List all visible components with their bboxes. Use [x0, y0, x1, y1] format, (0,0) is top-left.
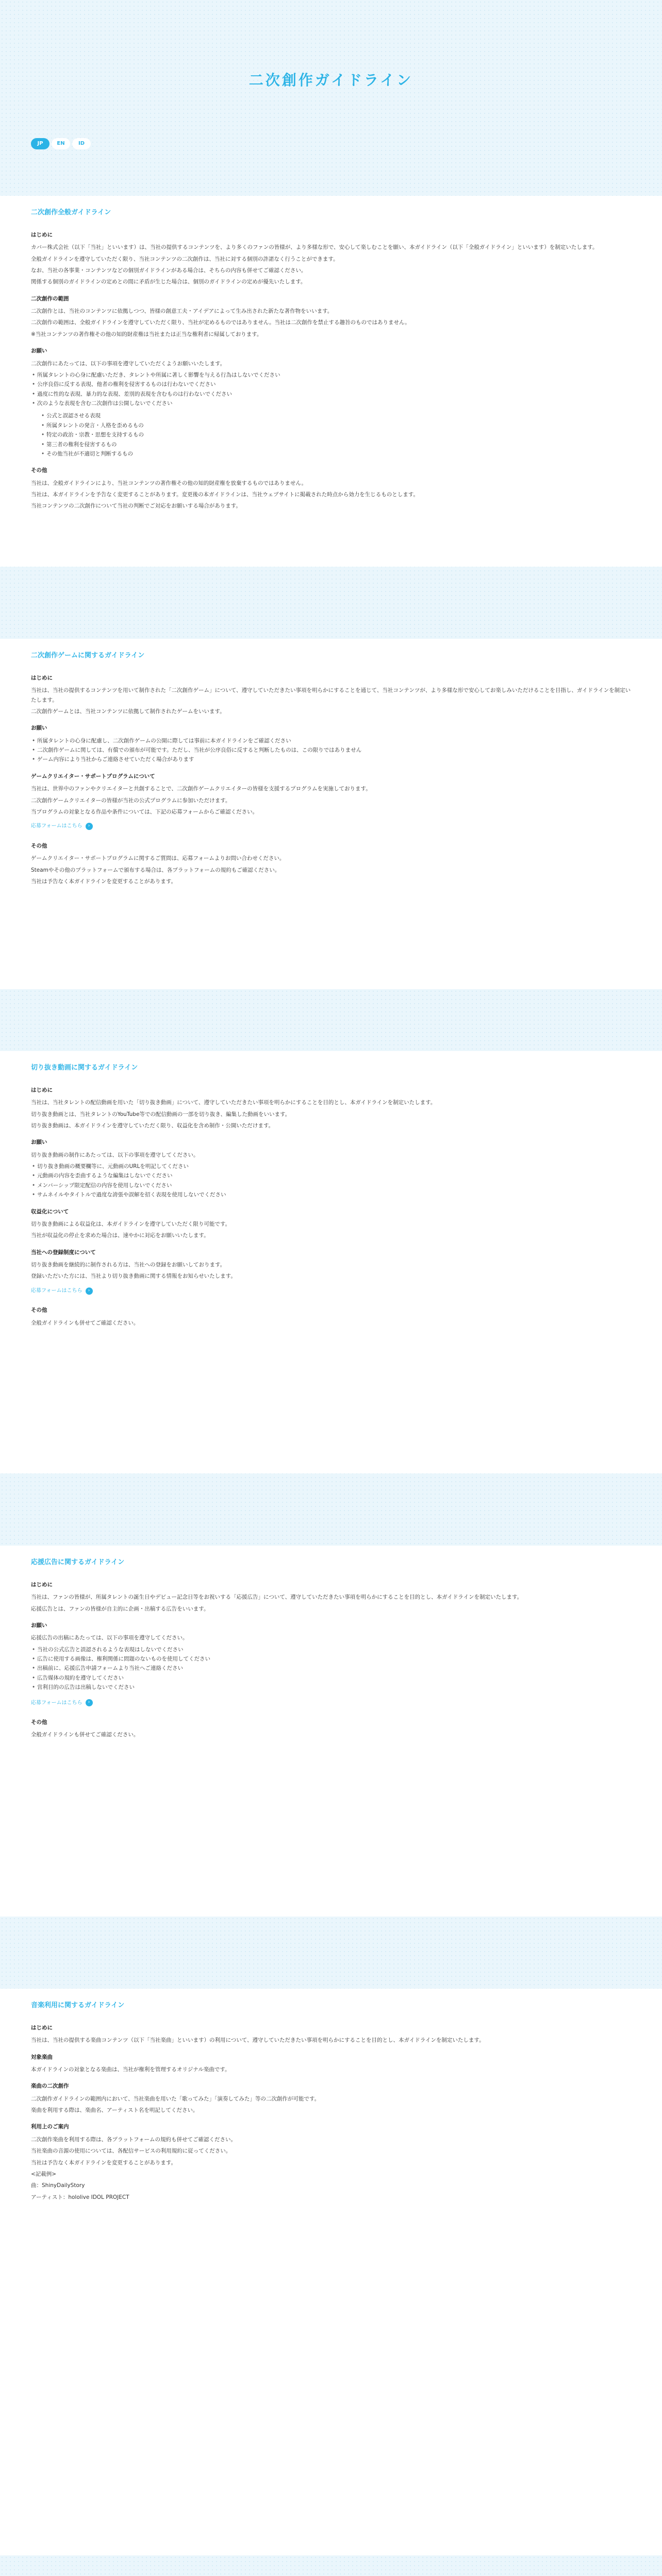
list-item: • 所属タレントの心身に配慮いただき、タレントや所属に著しく影響を与える行為はしないでください	[31, 370, 631, 380]
list-item-group	[31, 1162, 631, 1200]
paragraph: 当社が収益化の停止を求めた場合は、速やかに対応をお願いいたします。	[31, 1232, 209, 1239]
paragraph: 当社は、当社の提供するコンテンツを用いて制作された「二次創作ゲーム」について、遵守していただきたい事項を明らかにすることを通じて、当社コンテンツが、より多様な形で安心してお楽しみいただけることを目指し、ガイドラインを制定いたします。	[31, 687, 631, 703]
paragraph: 切り抜き動画は、本ガイドラインを遵守していただく限り、収益化を含め制作・公開いただけます。	[31, 1122, 274, 1129]
apply-form-link[interactable]	[31, 1286, 93, 1296]
list-item: • 特定の政治・宗教・思想を支持するもの	[31, 430, 631, 439]
list-item-group	[31, 370, 631, 409]
paragraph: 応援広告の出稿にあたっては、以下の事項を遵守してください。	[31, 1635, 188, 1641]
apply-form-link[interactable]	[31, 1699, 93, 1708]
paragraph: 当社は、世界中のファンやクリエイターと共創することで、二次創作ゲームクリエイターの皆様を支援するプログラムを実施しております。	[31, 786, 371, 792]
paragraph-group	[31, 1318, 631, 1328]
heading-intro: はじめに	[31, 1581, 53, 1588]
credit-line: アーティスト：hololive IDOL PROJECT	[31, 2194, 129, 2200]
heading-apply: 当社への登録制度について	[31, 1249, 96, 1256]
paragraph: 全般ガイドラインを遵守していただく限り、当社コンテンツの二次創作は、当社に対する個別の許諾なく行うことができます。	[31, 256, 339, 262]
heading-request: お願い	[31, 348, 47, 354]
heading-other: その他	[31, 467, 47, 474]
heading-request: お願い	[31, 725, 47, 732]
list-item: • 二次創作ゲームに関しては、有償での頒布が可能です。ただし、当社が公序良俗に反すると判断したものは、この限りではありません	[31, 745, 631, 755]
lang-id-button[interactable]: ID	[72, 138, 91, 149]
heading-scope: 二次創作の範囲	[31, 295, 69, 302]
list-item: • ゲーム内容により当社からご連絡させていただく場合があります	[31, 755, 631, 764]
heading-intro: はじめに	[31, 231, 53, 238]
heading-intro: はじめに	[31, 1087, 53, 1093]
heading-revenue: 収益化について	[31, 1208, 69, 1215]
list-item: • 所属タレントの心身に配慮し、二次創作ゲームの公開に際しては事前に本ガイドラインをご確認ください	[31, 736, 631, 745]
arrow-right-icon: ›	[86, 1287, 93, 1295]
paragraph: 楽曲を利用する際は、楽曲名、アーティスト名を明記してください。	[31, 2107, 198, 2113]
paragraph-group	[31, 686, 631, 716]
language-switcher	[31, 138, 91, 149]
link-label: 応募フォームはこちら	[31, 1700, 82, 1706]
heading-other: その他	[31, 842, 47, 849]
section-title: 二次創作全般ガイドライン	[31, 209, 111, 216]
list-item: • 公式と誤認させる表現	[31, 411, 631, 420]
paragraph-group	[31, 307, 631, 339]
paragraph: ゲームクリエイター・サポートプログラムに関するご質問は、応募フォームよりお問い合わせください。	[31, 855, 285, 862]
list-item: • 公序良俗に反する表現、他者の権利を侵害するものは行わないでください	[31, 380, 631, 389]
arrow-right-icon: ›	[86, 1699, 93, 1706]
paragraph: 二次創作にあたっては、以下の事項を遵守していただくようお願いいたします。	[31, 360, 226, 367]
section-title: 切り抜き動画に関するガイドライン	[31, 1064, 138, 1072]
list-item: • 切り抜き動画の概要欄等に、元動画のURLを明記してください	[31, 1162, 631, 1171]
section-general	[0, 196, 662, 567]
list-item: • 広告に使用する画像は、権利関係に問題のないものを使用してください	[31, 1654, 631, 1664]
list-item-group	[31, 736, 631, 765]
heading-program: ゲームクリエイター・サポートプログラムについて	[31, 773, 155, 779]
link-label: 応募フォームはこちら	[31, 823, 82, 829]
paragraph-group	[31, 479, 631, 511]
paragraph: 切り抜き動画による収益化は、本ガイドラインを遵守していただく限り可能です。	[31, 1221, 231, 1227]
paragraph-group	[31, 784, 631, 817]
lang-en-button[interactable]: EN	[52, 138, 70, 149]
list-item: • 広告媒体の規約を遵守してください	[31, 1673, 631, 1683]
heading-other: その他	[31, 1719, 47, 1725]
list-item: • 出稿前に、応援広告申請フォームより当社へご連絡ください	[31, 1664, 631, 1673]
credit-line: 曲：ShinyDailyStory	[31, 2182, 85, 2189]
paragraph: 二次創作ゲームとは、当社コンテンツに依拠して制作されたゲームをいいます。	[31, 708, 225, 715]
link-label: 応募フォームはこちら	[31, 1287, 82, 1294]
section-title: 音楽利用に関するガイドライン	[31, 2002, 125, 2009]
credit-line-group	[31, 2181, 631, 2202]
paragraph: 当社は、全般ガイドラインにより、当社コンテンツの著作権その他の知的財産権を放棄するものではありません。	[31, 480, 307, 486]
paragraph: Steamやその他のプラットフォームで頒布する場合は、各プラットフォームの規約もご確認ください。	[31, 867, 280, 873]
lang-jp-button[interactable]: JP	[31, 138, 49, 149]
list-item: • 次のような表現を含む二次創作は公開しないでください	[31, 399, 631, 408]
list-item: • 営利目的の広告は出稿しないでください	[31, 1683, 631, 1692]
list-item: • 過度に性的な表現、暴力的な表現、差別的表現を含むものは行わないでください	[31, 389, 631, 399]
paragraph: カバー株式会社（以下「当社」といいます）は、当社の提供するコンテンツを、より多くのファンの皆様が、より多様な形で、安心して楽しむことを願い、本ガイドライン（以下「全般ガイドライン」といいます）を制定いたします。	[31, 244, 598, 251]
paragraph: 本ガイドラインの対象となる楽曲は、当社が権利を管理するオリジナル楽曲です。	[31, 2066, 230, 2073]
paragraph: 切り抜き動画を継続的に制作される方は、当社への登録をお願いしております。	[31, 1262, 226, 1268]
paragraph-group	[31, 1219, 631, 1241]
heading-platform: 利用上のご案内	[31, 2124, 69, 2130]
paragraph-group	[31, 1730, 631, 1739]
apply-form-link[interactable]	[31, 822, 93, 831]
credit-label: <記載例>	[31, 2171, 57, 2177]
list-item: • メンバーシップ限定配信の内容を使用しないでください	[31, 1181, 631, 1190]
paragraph: ※当社コンテンツの著作権その他の知的財産権は当社または正当な権利者に帰属しております。	[31, 331, 262, 337]
paragraph-group	[31, 1260, 631, 1281]
paragraph: 二次創作ゲームクリエイターの皆様が当社の公式プログラムに参加いただけます。	[31, 797, 231, 804]
hero	[0, 0, 662, 196]
paragraph-group	[31, 2065, 631, 2074]
paragraph: 登録いただいた方には、当社より切り抜き動画に関する情報をお知らせいたします。	[31, 1273, 236, 1280]
paragraph: 関係する個別のガイドラインの定めとの間に矛盾が生じた場合は、個別のガイドラインの定めが優先いたします。	[31, 279, 306, 285]
paragraph: なお、当社の各事業・コンテンツなどの個別ガイドラインがある場合は、そちらの内容も併せてご確認ください。	[31, 267, 307, 274]
list-item: • その他当社が不適切と判断するもの	[31, 449, 631, 459]
list-item: • 所属タレントの発言・人格を歪めるもの	[31, 421, 631, 430]
page-title: 二次創作ガイドライン	[249, 71, 413, 89]
paragraph: 二次創作ガイドラインの範囲内において、当社楽曲を用いた「歌ってみた」「演奏してみた」等の二次創作が可能です。	[31, 2095, 320, 2102]
paragraph-group	[31, 243, 631, 287]
heading-intro: はじめに	[31, 2024, 53, 2031]
section-ads	[0, 1546, 662, 1917]
paragraph: 当社は予告なく本ガイドラインを変更することがあります。	[31, 2159, 177, 2166]
paragraph: 当社は、ファンの皆様が、所属タレントの誕生日やデビュー記念日等をお祝いする「応援広告」について、遵守していただきたい事項を明らかにすることを目的とし、本ガイドラインを制定いたします。	[31, 1594, 523, 1601]
paragraph: 二次創作とは、当社のコンテンツに依拠しつつ、皆様の創意工夫・アイデアによって生み出された新たな著作物をいいます。	[31, 308, 333, 314]
paragraph: 当社は、本ガイドラインを予告なく変更することがあります。変更後の本ガイドラインは、当社ウェブサイトに掲載された時点から効力を生じるものとします。	[31, 492, 419, 498]
section-title: 応援広告に関するガイドライン	[31, 1558, 125, 1566]
list-item: • サムネイルやタイトルで過度な誇張や誤解を招く表現を使用しないでください	[31, 1190, 631, 1199]
paragraph: 全般ガイドラインも併せてご確認ください。	[31, 1319, 139, 1326]
paragraph: 切り抜き動画とは、当社タレントのYouTube等での配信動画の一部を切り抜き、編集した動画をいいます。	[31, 1111, 291, 1117]
list-item-group	[31, 411, 631, 459]
paragraph: 切り抜き動画の制作にあたっては、以下の事項を遵守してください。	[31, 1151, 199, 1158]
paragraph-group	[31, 2036, 631, 2045]
list-item-group	[31, 1645, 631, 1692]
paragraph: 当社楽曲の音源の使用については、各配信サービスの利用規約に従ってください。	[31, 2148, 231, 2155]
section-music	[0, 1989, 662, 2555]
paragraph: 応援広告とは、ファンの皆様が自主的に企画・出稿する広告をいいます。	[31, 1605, 209, 1612]
paragraph-group	[31, 2094, 631, 2115]
paragraph: 当社は予告なく本ガイドラインを変更することがあります。	[31, 878, 177, 885]
paragraph-group	[31, 854, 631, 886]
paragraph: 当社は、当社タレントの配信動画を用いた「切り抜き動画」について、遵守していただきたい事項を明らかにすることを目的とし、本ガイドラインを制定いたします。	[31, 1099, 436, 1106]
paragraph-group	[31, 1098, 631, 1130]
list-item: • 元動画の内容を歪曲するような編集はしないでください	[31, 1171, 631, 1180]
list-item: • 第三者の権利を侵害するもの	[31, 440, 631, 449]
section-game	[0, 639, 662, 989]
section-clips	[0, 1051, 662, 1473]
paragraph-group	[31, 2135, 631, 2167]
list-item: • 当社の公式広告と誤認されるような表現はしないでください	[31, 1645, 631, 1654]
heading-target: 対象楽曲	[31, 2054, 53, 2060]
paragraph: 当プログラムの対象となる作品や条件については、下記の応募フォームからご確認ください。	[31, 808, 258, 815]
paragraph: 全般ガイドラインも併せてご確認ください。	[31, 1732, 139, 1738]
heading-request: お願い	[31, 1139, 47, 1146]
paragraph: 当社コンテンツの二次創作について当社の判断でご対応をお願いする場合があります。	[31, 503, 241, 510]
paragraph: 当社は、当社の提供する楽曲コンテンツ（以下「当社楽曲」といいます）の利用について、遵守していただきたい事項を明らかにすることを目的とし、本ガイドラインを制定いたします。	[31, 2037, 485, 2044]
paragraph: 二次創作の範囲は、全般ガイドラインを遵守していただく限り、当社が定めるものではありません。当社は二次創作を禁止する趣旨のものではありません。	[31, 319, 410, 326]
section-title: 二次創作ゲームに関するガイドライン	[31, 652, 145, 659]
heading-other: その他	[31, 1307, 47, 1314]
paragraph-group	[31, 1592, 631, 1614]
heading-scope: 楽曲の二次創作	[31, 2083, 69, 2090]
heading-request: お願い	[31, 1622, 47, 1629]
paragraph: 二次創作楽曲を利用する際は、各プラットフォームの規約も併せてご確認ください。	[31, 2136, 236, 2143]
arrow-right-icon: ›	[86, 823, 93, 830]
heading-intro: はじめに	[31, 674, 53, 681]
